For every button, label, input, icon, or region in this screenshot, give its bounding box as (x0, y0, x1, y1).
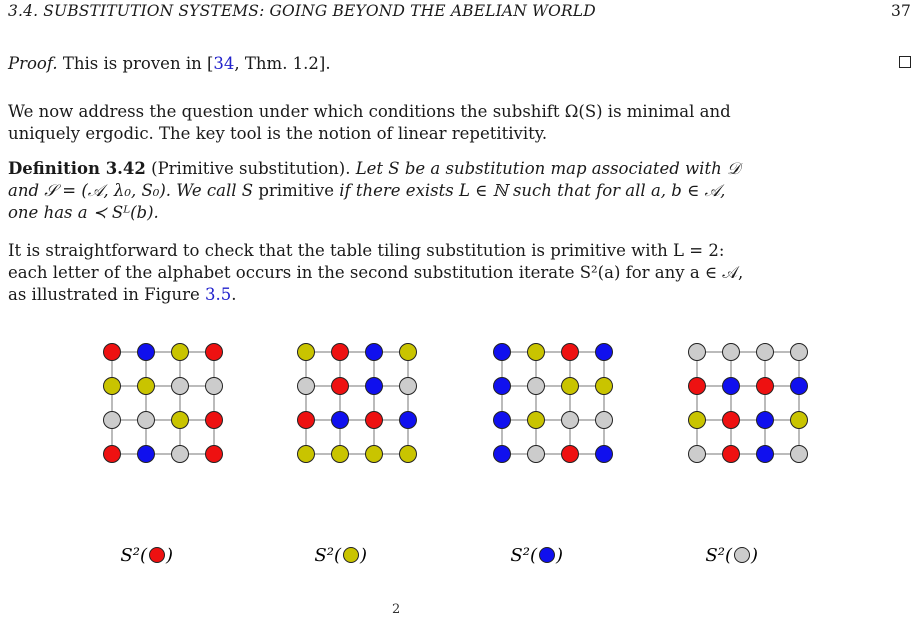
grid-node-gray (723, 344, 740, 361)
grid-node-yellow (689, 412, 706, 429)
grid-node-red (206, 446, 223, 463)
grid-node-gray (791, 446, 808, 463)
grid-node-gray (562, 412, 579, 429)
grid-label-prefix: S²( (120, 545, 147, 566)
grid-node-gray (104, 412, 121, 429)
grid-node-yellow (138, 378, 155, 395)
grid-node-yellow (400, 344, 417, 361)
figure-reference-link[interactable]: 3.5 (205, 285, 232, 304)
definition-line-2-end: if there exists L ∈ ℕ such that for all a, b ∈ 𝒜, (334, 181, 726, 200)
grid-label-dot-red (150, 548, 165, 563)
citation-link[interactable]: 34 (213, 54, 235, 73)
grid-node-gray (757, 344, 774, 361)
grid-node-red (757, 378, 774, 395)
grid-node-red (332, 378, 349, 395)
grid-node-gray (172, 446, 189, 463)
grid-label-suffix: ) (166, 545, 174, 566)
grid-label-suffix: ) (556, 545, 564, 566)
page-number: 37 (890, 2, 911, 20)
grid-node-gray (138, 412, 155, 429)
grid-node-gray (791, 344, 808, 361)
grid-node-red (104, 446, 121, 463)
definition-label: Definition 3.42 (8, 159, 146, 178)
grid-node-red (366, 412, 383, 429)
grid-node-gray (689, 446, 706, 463)
grid-node-red (562, 344, 579, 361)
grid-node-red (723, 446, 740, 463)
grid-node-blue (791, 378, 808, 395)
grid-node-yellow (400, 446, 417, 463)
grid-label-prefix: S²( (314, 545, 341, 566)
grid-node-red (104, 344, 121, 361)
grid-node-blue (723, 378, 740, 395)
grid-node-blue (366, 344, 383, 361)
example-line-1: It is straightforward to check that the table tiling substitution is primitive with L = 2: (8, 241, 725, 260)
substitution-grid-2 (298, 344, 417, 567)
grid-label-dot-gray (735, 548, 750, 563)
proof-text-before: This is proven in [ (57, 54, 214, 73)
example-line-3-before: as illustrated in Figure (8, 285, 205, 304)
grid-node-red (206, 344, 223, 361)
grid-node-gray (172, 378, 189, 395)
grid-node-blue (494, 344, 511, 361)
grid-node-blue (494, 446, 511, 463)
grid-node-yellow (298, 344, 315, 361)
grid-node-gray (400, 378, 417, 395)
grid-node-gray (528, 446, 545, 463)
proof-text-after: , Thm. 1.2]. (234, 54, 331, 73)
grid-node-red (562, 446, 579, 463)
grid-node-yellow (366, 446, 383, 463)
grid-node-yellow (332, 446, 349, 463)
grid-node-yellow (562, 378, 579, 395)
grid-node-blue (400, 412, 417, 429)
grid-node-blue (596, 344, 613, 361)
grid-node-blue (138, 446, 155, 463)
substitution-grid-4 (689, 344, 808, 567)
grid-node-blue (596, 446, 613, 463)
grid-node-yellow (172, 344, 189, 361)
substitution-grid-3 (494, 344, 613, 567)
grid-label-suffix: ) (751, 545, 759, 566)
grid-label-dot-blue (540, 548, 555, 563)
definition-line-2: and 𝒮 = (𝒜, λ₀, S₀). We call S (8, 181, 259, 200)
grid-node-yellow (104, 378, 121, 395)
grid-label-suffix: ) (360, 545, 368, 566)
grid-node-yellow (791, 412, 808, 429)
grid-label-dot-yellow (344, 548, 359, 563)
grid-node-red (206, 412, 223, 429)
grid-label-prefix: S²( (705, 545, 732, 566)
grid-node-blue (494, 378, 511, 395)
running-title: 3.4. SUBSTITUTION SYSTEMS: GOING BEYOND THE ABELIAN WORLD (8, 2, 596, 20)
grid-node-gray (689, 344, 706, 361)
grid-node-blue (366, 378, 383, 395)
grid-node-red (723, 412, 740, 429)
example-line-2: each letter of the alphabet occurs in the second substitution iterate S²(a) for any a ∈ 𝒜, (8, 263, 744, 282)
definition-name: (Primitive substitution). (145, 159, 351, 178)
grid-node-blue (494, 412, 511, 429)
definition-line-3: one has a ≺ Sᴸ(b). (8, 203, 159, 222)
caption-fragment: 2 (392, 602, 401, 617)
grid-label-prefix: S²( (510, 545, 537, 566)
grid-node-red (689, 378, 706, 395)
intro-line-1: We now address the question under which conditions the subshift Ω(S) is minimal and (8, 102, 731, 121)
grid-node-yellow (298, 446, 315, 463)
grid-node-blue (757, 446, 774, 463)
grid-node-yellow (528, 344, 545, 361)
definition-line-1: Let S be a substitution map associated with 𝒟 (350, 159, 741, 178)
example-line-3-after: . (231, 285, 237, 304)
definition-term: primitive (258, 181, 335, 200)
grid-node-yellow (596, 378, 613, 395)
grid-node-gray (298, 378, 315, 395)
grid-node-red (298, 412, 315, 429)
grid-node-yellow (172, 412, 189, 429)
substitution-grid-1 (104, 344, 223, 567)
grid-node-gray (596, 412, 613, 429)
grid-node-red (332, 344, 349, 361)
grid-node-gray (528, 378, 545, 395)
intro-line-2: uniquely ergodic. The key tool is the notion of linear repetitivity. (8, 124, 548, 143)
grid-node-gray (206, 378, 223, 395)
proof-label: Proof. (8, 54, 58, 73)
grid-node-blue (138, 344, 155, 361)
grid-node-yellow (528, 412, 545, 429)
grid-node-blue (757, 412, 774, 429)
grid-node-blue (332, 412, 349, 429)
